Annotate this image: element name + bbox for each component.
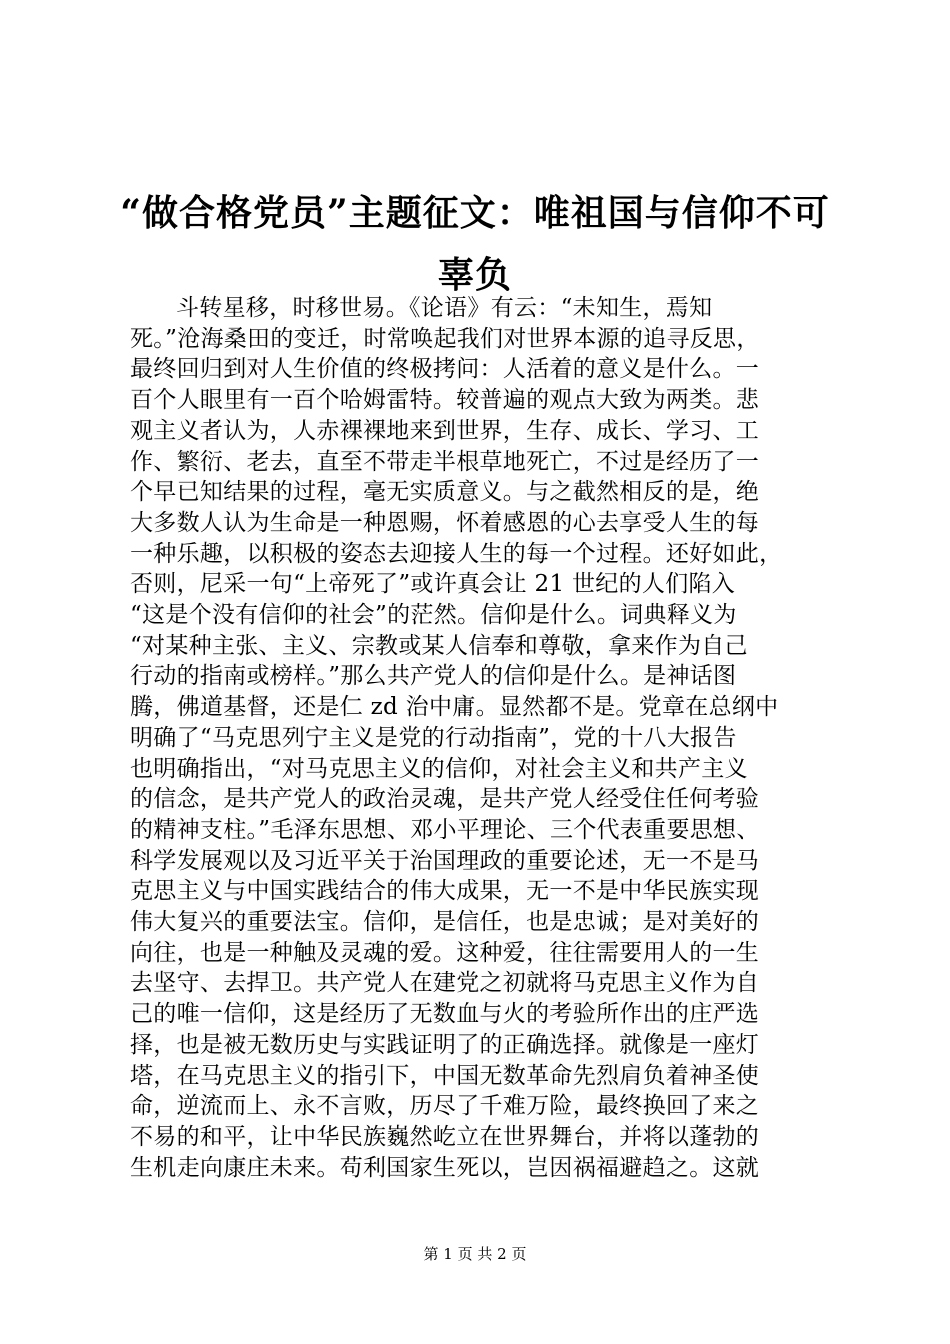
body-text-line: 大多数人认为生命是一种恩赐，怀着感恩的心去享受人生的每 xyxy=(130,509,760,536)
body-text-line: 否则，尼采一句“上帝死了”或许真会让 21 世纪的人们陷入 xyxy=(130,571,736,598)
body-text-line: 也明确指出，“对马克思主义的信仰，对社会主义和共产主义 xyxy=(130,755,748,782)
body-text-line: 不易的和平，让中华民族巍然屹立在世界舞台，并将以蓬勃的 xyxy=(130,1123,760,1150)
body-text-line: 行动的指南或榜样。”那么共产党人的信仰是什么。是神话图 xyxy=(130,663,737,690)
body-text-line: 最终回归到对人生价值的终极拷问：人活着的意义是什么。一 xyxy=(130,356,760,383)
body-text-line: 的精神支柱。”毛泽东思想、邓小平理论、三个代表重要思想、 xyxy=(130,816,760,843)
body-text-line: 择，也是被无数历史与实践证明了的正确选择。就像是一座灯 xyxy=(130,1031,760,1058)
body-text-line: 百个人眼里有一百个哈姆雷特。较普遍的观点大致为两类。悲 xyxy=(130,387,760,414)
body-text-line: 作、繁衍、老去，直至不带走半根草地死亡，不过是经历了一 xyxy=(130,448,760,475)
body-text-line: 塔，在马克思主义的指引下，中国无数革命先烈肩负着神圣使 xyxy=(130,1062,760,1089)
body-text-line: “这是个没有信仰的社会”的茫然。信仰是什么。词典释义为 xyxy=(130,602,737,629)
body-text-line: 克思主义与中国实践结合的伟大成果，无一不是中华民族实现 xyxy=(130,878,760,905)
body-text-line: 命，逆流而上、永不言败，历尽了千难万险，最终换回了来之 xyxy=(130,1093,760,1120)
body-text-line: 的信念，是共产党人的政治灵魂，是共产党人经受住任何考验 xyxy=(130,786,760,813)
title-line: 辜负 xyxy=(437,254,512,296)
body-text-line: 斗转星移，时移世易。《论语》有云：“未知生，焉知 xyxy=(176,295,713,321)
page-number-footer: 第 1 页 共 2 页 xyxy=(423,1245,527,1263)
body-text-line: 伟大复兴的重要法宝。信仰，是信任，也是忠诚；是对美好的 xyxy=(130,909,760,936)
body-text-line: 己的唯一信仰，这是经历了无数血与火的考验所作出的庄严选 xyxy=(130,1001,760,1028)
body-text-line: 一种乐趣，以积极的姿态去迎接人生的每一个过程。还好如此， xyxy=(130,540,783,567)
body-text-line: “对某种主张、主义、宗教或某人信奉和尊敬，拿来作为自己 xyxy=(130,632,748,659)
body-text-line: 腾，佛道基督，还是仁 zd 治中庸。显然都不是。党章在总纲中 xyxy=(130,694,779,721)
document-body xyxy=(130,293,825,1183)
title-line: “做合格党员”主题征文：唯祖国与信仰不可 xyxy=(120,192,830,234)
document-title xyxy=(100,182,850,306)
body-text-line: 个早已知结果的过程，毫无实质意义。与之截然相反的是，绝 xyxy=(130,479,760,506)
body-text-line: 死。”沧海桑田的变迁，时常唤起我们对世界本源的追寻反思， xyxy=(130,325,760,352)
body-text-line: 明确了“马克思列宁主义是党的行动指南”，党的十八大报告 xyxy=(130,724,737,751)
body-text-line: 去坚守、去捍卫。共产党人在建党之初就将马克思主义作为自 xyxy=(130,970,760,997)
body-text-line: 观主义者认为，人赤裸裸地来到世界，生存、成长、学习、工 xyxy=(130,417,760,444)
body-text-line: 生机走向康庄未来。苟利国家生死以，岂因祸福避趋之。这就 xyxy=(130,1154,760,1181)
body-text-line: 科学发展观以及习近平关于治国理政的重要论述，无一不是马 xyxy=(130,847,760,874)
body-text-line: 向往，也是一种触及灵魂的爱。这种爱，往往需要用人的一生 xyxy=(130,939,760,966)
